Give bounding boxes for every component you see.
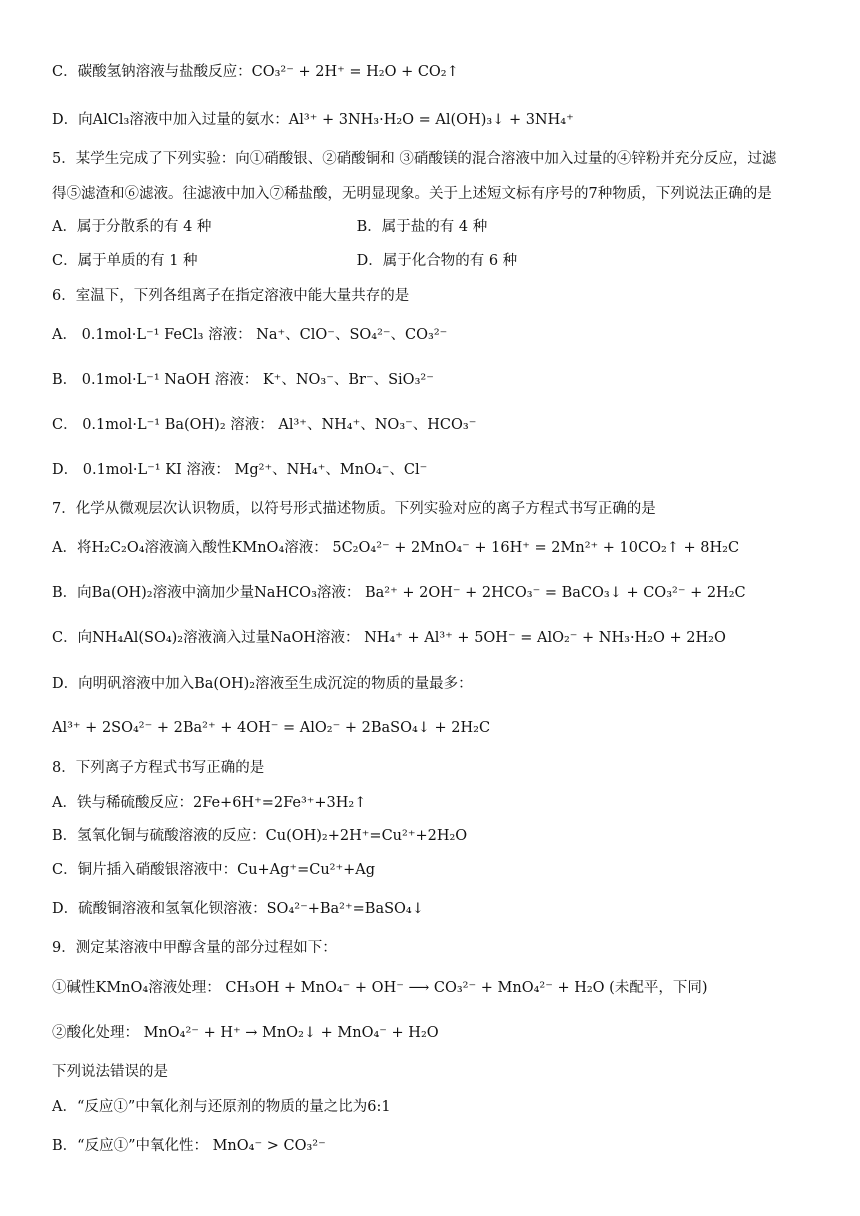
q6-option-b: B． 0.1mol·L⁻¹ NaOH 溶液： K⁺、NO₃⁻、Br⁻、SiO₃²⁻	[52, 372, 434, 388]
q4-option-c: C．碳酸氢钠溶液与盐酸反应：CO₃²⁻ + 2H⁺ = H₂O + CO₂↑	[52, 64, 459, 80]
q5-stem-line1: 5．某学生完成了下列实验：向①硝酸银、②硝酸铜和 ③硝酸镁的混合溶液中加入过量的④锌粉并充分反应，过滤	[52, 151, 777, 167]
q5-options-row2	[52, 251, 830, 271]
q5-stem-line2: 得⑤滤渣和⑥滤液。往滤液中加入⑦稀盐酸，无明显现象。关于上述短文标有序号的7种物质，下列说法正确的是	[52, 186, 772, 202]
q8-option-c: C．铜片插入硝酸银溶液中：Cu+Ag⁺=Cu²⁺+Ag	[52, 862, 376, 878]
q8-option-a: A．铁与稀硫酸反应：2Fe+6H⁺=2Fe³⁺+3H₂↑	[52, 795, 367, 811]
q9-step1: ①碱性KMnO₄溶液处理： CH₃OH + MnO₄⁻ + OH⁻ ⟶ CO₃²⁻ + MnO₄²⁻ + H₂O (未配平，下同)	[52, 980, 708, 996]
q7-option-c: C．向NH₄Al(SO₄)₂溶液滴入过量NaOH溶液： NH₄⁺ + Al³⁺ + 5OH⁻ = AlO₂⁻ + NH₃·H₂O + 2H₂O	[52, 630, 726, 646]
q7-option-d-line2: Al³⁺ + 2SO₄²⁻ + 2Ba²⁺ + 4OH⁻ = AlO₂⁻ + 2BaSO₄↓ + 2H₂C	[52, 720, 491, 736]
q6-option-a: A． 0.1mol·L⁻¹ FeCl₃ 溶液： Na⁺、ClO⁻、SO₄²⁻、CO₃²⁻	[52, 327, 448, 343]
q6-stem: 6．室温下，下列各组离子在指定溶液中能大量共存的是	[52, 288, 410, 304]
q5-option-a: A．属于分散系的有 4 种	[52, 219, 212, 235]
q5-options-row1	[52, 217, 830, 237]
q5-option-b: B．属于盐的有 4 种	[356, 219, 488, 235]
q7-option-a: A．将H₂C₂O₄溶液滴入酸性KMnO₄溶液： 5C₂O₄²⁻ + 2MnO₄⁻ + 16H⁺ = 2Mn²⁺ + 10CO₂↑ + 8H₂C	[52, 540, 740, 556]
q9-option-a: A．“反应①”中氧化剂与还原剂的物质的量之比为6:1	[52, 1099, 391, 1115]
q9-option-b: B．“反应①”中氧化性： MnO₄⁻ > CO₃²⁻	[52, 1138, 326, 1154]
q7-stem: 7．化学从微观层次认识物质，以符号形式描述物质。下列实验对应的离子方程式书写正确的是	[52, 501, 656, 517]
q9-step2: ②酸化处理： MnO₄²⁻ + H⁺ → MnO₂↓ + MnO₄⁻ + H₂O	[52, 1025, 439, 1041]
q5-option-d: D．属于化合物的有 6 种	[356, 253, 518, 269]
q7-option-b: B．向Ba(OH)₂溶液中滴加少量NaHCO₃溶液： Ba²⁺ + 2OH⁻ + 2HCO₃⁻ = BaCO₃↓ + CO₃²⁻ + 2H₂C	[52, 585, 746, 601]
q6-option-c: C． 0.1mol·L⁻¹ Ba(OH)₂ 溶液： Al³⁺、NH₄⁺、NO₃⁻、HCO₃⁻	[52, 417, 477, 433]
q9-stem: 9．测定某溶液中甲醇含量的部分过程如下：	[52, 940, 337, 956]
q7-option-d-line1: D．向明矾溶液中加入Ba(OH)₂溶液至生成沉淀的物质的量最多：	[52, 676, 473, 692]
q4-option-d: D．向AlCl₃溶液中加入过量的氨水：Al³⁺ + 3NH₃·H₂O = Al(OH)₃↓ + 3NH₄⁺	[52, 112, 574, 128]
q8-option-b: B．氢氧化铜与硫酸溶液的反应：Cu(OH)₂+2H⁺=Cu²⁺+2H₂O	[52, 828, 468, 844]
q8-stem: 8．下列离子方程式书写正确的是	[52, 760, 265, 776]
q9-ask: 下列说法错误的是	[52, 1064, 168, 1080]
q5-option-c: C．属于单质的有 1 种	[52, 253, 198, 269]
q6-option-d: D． 0.1mol·L⁻¹ KI 溶液： Mg²⁺、NH₄⁺、MnO₄⁻、Cl⁻	[52, 462, 428, 478]
q8-option-d: D．硫酸铜溶液和氢氧化钡溶液：SO₄²⁻+Ba²⁺=BaSO₄↓	[52, 901, 424, 917]
